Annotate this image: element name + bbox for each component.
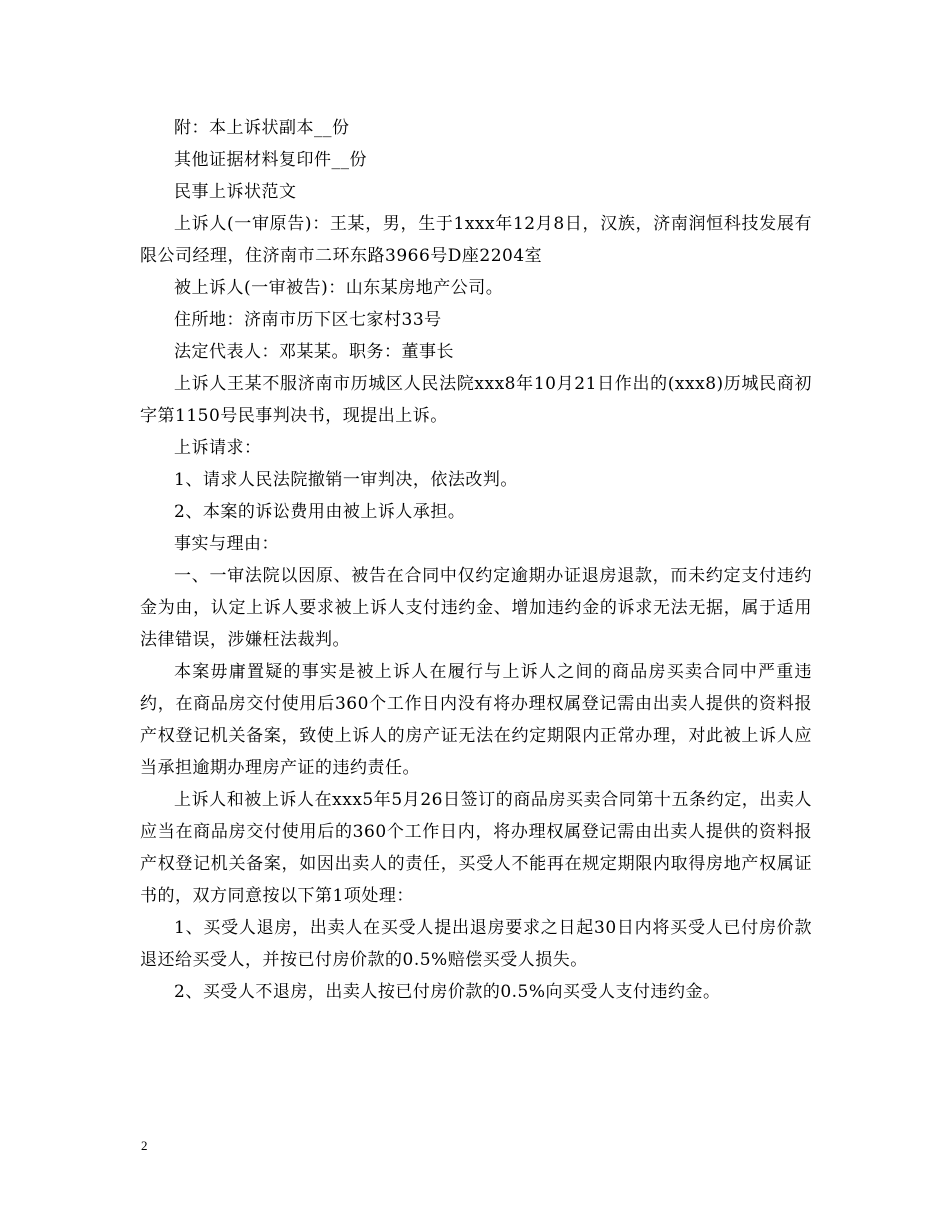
paragraph-request-1: 1、请求人民法院撤销一审判决，依法改判。 [174,470,518,490]
paragraph-request-2: 2、本案的诉讼费用由被上诉人承担。 [174,502,466,522]
paragraph-section-title: 民事上诉状范文 [174,182,297,202]
paragraph-attachment-copies: 附：本上诉状副本__份 [174,118,350,138]
document-body [140,112,812,1008]
paragraph-appeal-statement: 上诉人王某不服济南市历城区人民法院xxx8年10月21日作出的(xxx8)历城民商初字第1150号民事判决书，现提出上诉。 [140,374,812,426]
paragraph-reason-1: 一、一审法院以因原、被告在合同中仅约定逾期办证退房退款，而未约定支付违约金为由，认定上诉人要求被上诉人支付违约金、增加违约金的诉求无法无据，属于适用法律错误，涉嫌枉法裁判。 [140,566,812,650]
paragraph-legal-representative: 法定代表人：邓某某。职务：董事长 [174,342,454,362]
paragraph-contract-clause: 上诉人和被上诉人在xxx5年5月26日签订的商品房买卖合同第十五条约定，出卖人应当在商品房交付使用后的360个工作日内，将办理权属登记需由出卖人提供的资料报产权登记机关备案，如因出卖人的责任，买受人不能再在规定期限内取得房地产权属证书的，双方同意按以下第1项处理： [140,790,812,906]
paragraph-address: 住所地：济南市历下区七家村33号 [174,310,442,330]
paragraph-clause-item-2: 2、买受人不退房，出卖人按已付房价款的0.5%向买受人支付违约金。 [174,982,721,1002]
paragraph-undisputed-facts: 本案毋庸置疑的事实是被上诉人在履行与上诉人之间的商品房买卖合同中严重违约，在商品房交付使用后360个工作日内没有将办理权属登记需由出卖人提供的资料报产权登记机关备案，致使上诉人的房产证无法在约定期限内正常办理，对此被上诉人应当承担逾期办理房产证的违约责任。 [140,662,812,778]
page-number: 2 [141,1138,148,1153]
paragraph-facts-heading: 事实与理由： [174,534,279,554]
paragraph-appellant: 上诉人(一审原告)：王某，男，生于1xxx年12月8日，汉族，济南润恒科技发展有限公司经理，住济南市二环东路3966号D座2204室 [140,214,812,266]
paragraph-other-evidence: 其他证据材料复印件__份 [174,150,367,170]
paragraph-appeal-requests-heading: 上诉请求： [174,438,262,458]
paragraph-appellee: 被上诉人(一审被告)：山东某房地产公司。 [174,278,504,298]
paragraph-clause-item-1: 1、买受人退房，出卖人在买受人提出退房要求之日起30日内将买受人已付房价款退还给买受人，并按已付房价款的0.5%赔偿买受人损失。 [140,918,812,970]
